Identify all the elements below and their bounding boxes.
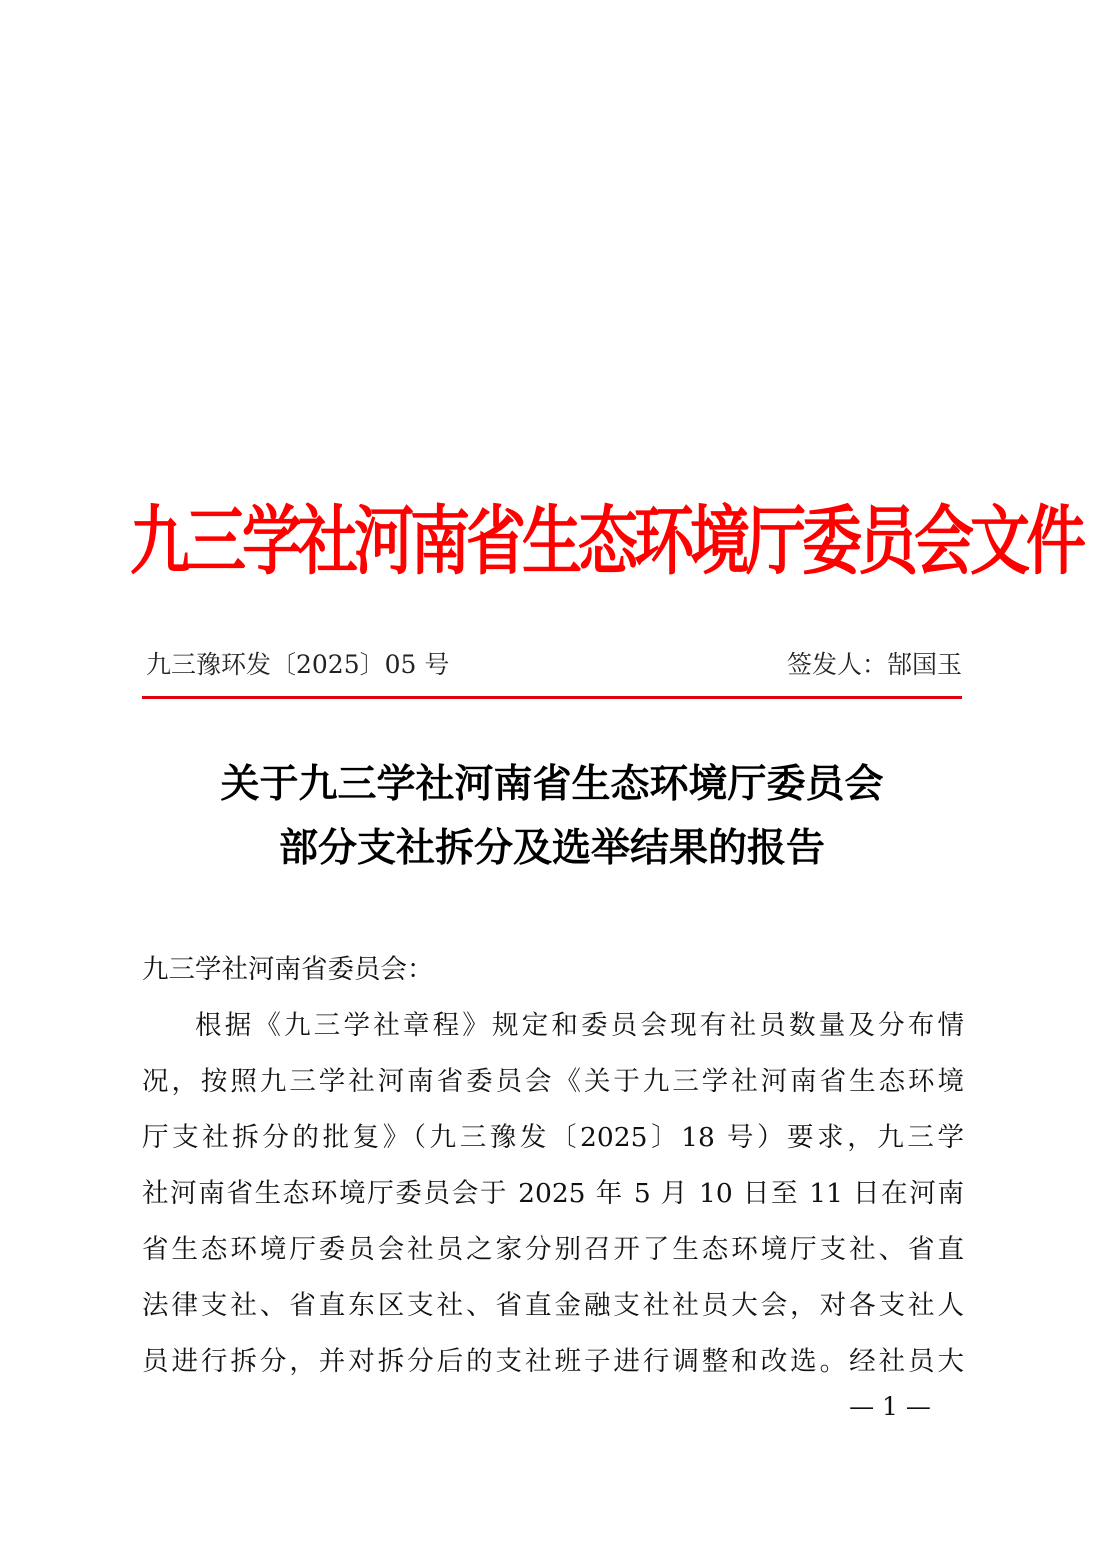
title-line-1: 关于九三学社河南省生态环境厅委员会 — [220, 761, 884, 807]
document-number: 九三豫环发〔2025〕05 号 — [146, 650, 450, 679]
body-line: 厅支社拆分的批复》（九三豫发〔2025〕18 号）要求，九三学 — [142, 1122, 964, 1153]
red-divider-rule — [142, 696, 962, 699]
document-masthead: 九三学社河南省生态环境厅委员会文件 — [130, 498, 1082, 586]
body-line: 况，按照九三学社河南省委员会《关于九三学社河南省生态环境 — [142, 1066, 964, 1097]
document-number-line — [146, 643, 962, 683]
title-line-2: 部分支社拆分及选举结果的报告 — [278, 825, 825, 871]
signer: 签发人：郜国玉 — [786, 650, 962, 679]
body-line: 根据《九三学社章程》规定和委员会现有社员数量及分布情 — [195, 1010, 964, 1041]
salutation: 九三学社河南省委员会： — [142, 954, 434, 985]
document-title — [140, 752, 964, 880]
body-line: 省生态环境厅委员会社员之家分别召开了生态环境厅支社、省直 — [142, 1234, 964, 1265]
page-number: — 1 — — [849, 1392, 931, 1421]
body-paragraph — [142, 998, 964, 1390]
document-body — [142, 942, 964, 1390]
body-line: 员进行拆分，并对拆分后的支社班子进行调整和改选。经社员大 — [142, 1346, 964, 1377]
body-line: 社河南省生态环境厅委员会于 2025 年 5 月 10 日至 11 日在河南 — [142, 1178, 964, 1209]
body-line: 法律支社、省直东区支社、省直金融支社社员大会，对各支社人 — [142, 1290, 964, 1321]
